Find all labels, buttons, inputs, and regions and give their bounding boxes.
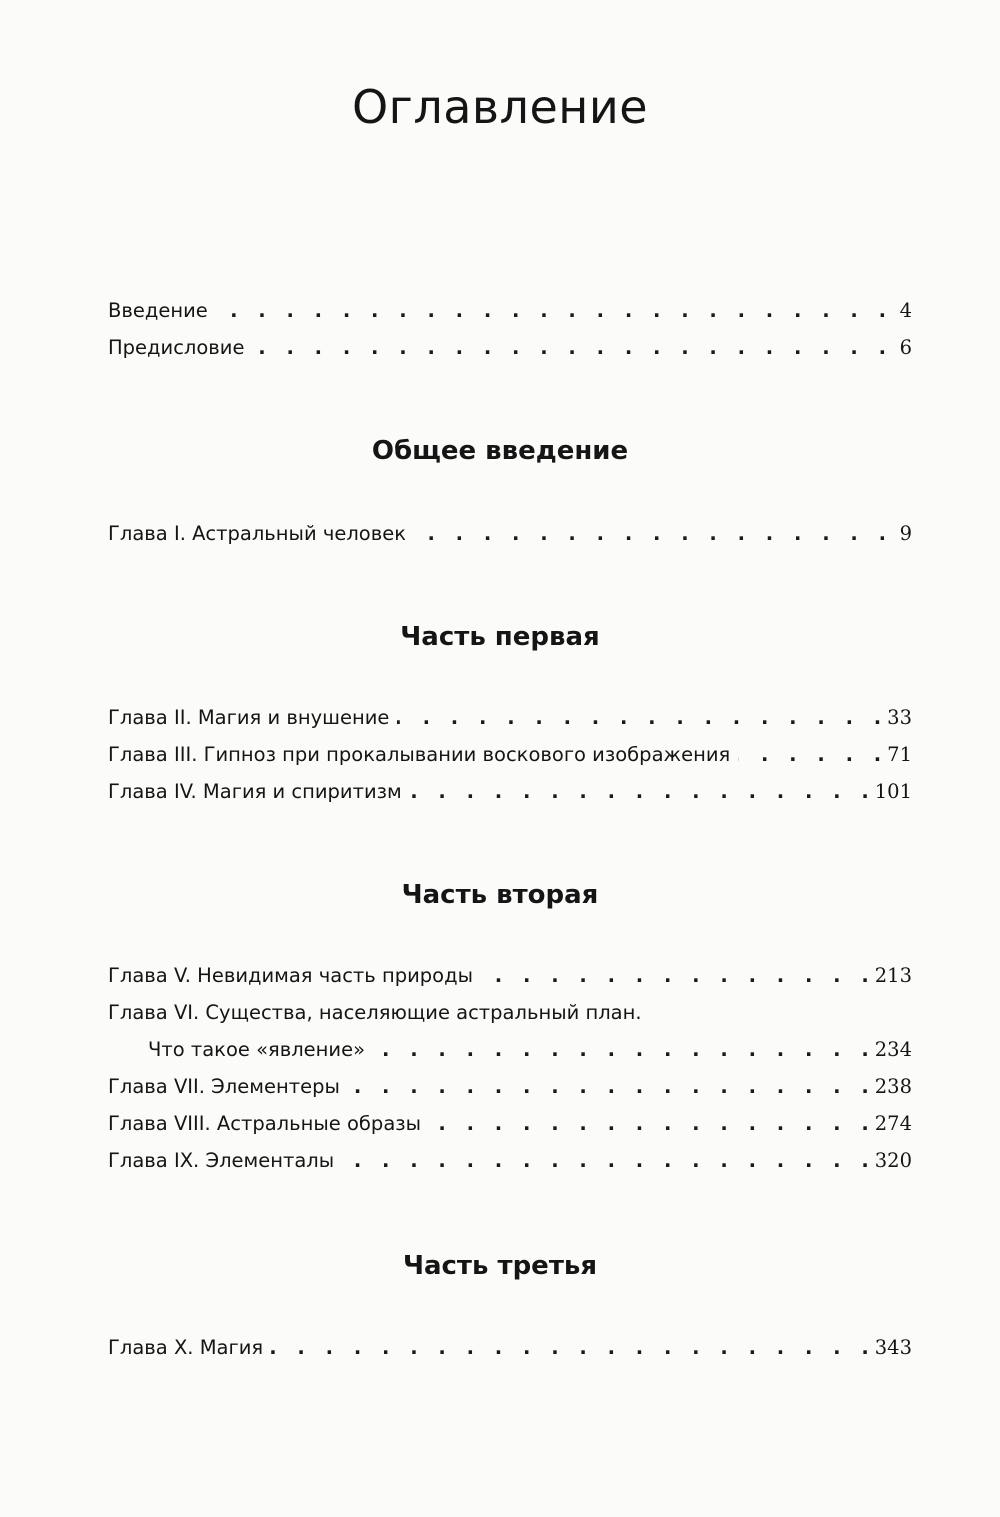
toc-entry[interactable] [108,292,912,329]
toc-entry-label: Глава IX. Элементалы [108,1149,335,1172]
toc-entry[interactable] [108,1105,912,1142]
toc-entry[interactable] [108,515,912,552]
section-entries [108,1329,912,1366]
section-heading: Часть третья [402,1251,598,1281]
dot-leader [348,1068,869,1105]
toc-entry-label: Предисловие [108,336,245,359]
dot-leader [429,1105,869,1142]
toc-entry-page: 343 [874,1336,912,1359]
toc-entry-label: Глава I. Астральный человек [108,522,406,545]
dot-leader [414,515,886,552]
section-heading: Часть первая [400,622,600,652]
toc-entry-page: 4 [899,299,912,322]
toc-entry-page: 71 [887,743,912,766]
toc-entry-label: Глава VIII. Астральные образы [108,1112,422,1135]
toc-entry[interactable] [108,994,912,1031]
section-heading: Часть вторая [401,880,599,910]
page-title: Оглавление [351,80,649,134]
toc-entry[interactable] [108,1142,912,1179]
toc-entry-page: 101 [874,780,912,803]
toc-entry[interactable] [108,736,912,773]
toc-entry[interactable] [108,329,912,366]
toc-entry-page: 274 [874,1112,912,1135]
toc-entry-label: Глава X. Магия [108,1336,264,1359]
toc-entry-page: 234 [874,1038,912,1061]
toc-entry-label: Глава VII. Элементеры [108,1075,340,1098]
section-heading: Общее введение [371,436,629,466]
dot-leader [342,1142,869,1179]
section-entries [108,957,912,1179]
toc-entry-page: 6 [899,336,912,359]
dot-leader [410,773,869,810]
toc-entry-label: Введение [108,299,208,322]
toc-entry-label: Глава III. Гипноз при прокалывании воскового изображения [108,743,731,766]
toc-entry-page: 320 [874,1149,912,1172]
section-entries [108,699,912,810]
dot-leader [271,1329,869,1366]
toc-entry-page: 238 [874,1075,912,1098]
toc-entry-page: 213 [874,964,912,987]
toc-entry-label: Глава VI. Существа, населяющие астральный план. [108,1001,642,1024]
front-matter-list [108,292,912,366]
toc-entry-label: Глава II. Магия и внушение [108,706,390,729]
dot-leader [738,736,881,773]
toc-entry[interactable] [108,1329,912,1366]
toc-entry-label: Глава IV. Магия и спиритизм [108,780,402,803]
toc-entry[interactable] [108,957,912,994]
toc-entry-label: Глава V. Невидимая часть природы [108,964,473,987]
toc-entry[interactable] [108,699,912,736]
toc-entry-page: 9 [899,522,912,545]
toc-entry-page: 33 [887,706,912,729]
dot-leader [481,957,869,994]
dot-leader [216,292,886,329]
dot-leader [373,1031,869,1068]
toc-entry[interactable] [108,1031,912,1068]
section-entries [108,515,912,552]
dot-leader [397,699,881,736]
toc-entry[interactable] [108,773,912,810]
toc-entry-label: Что такое «явление» [148,1038,366,1061]
dot-leader [252,329,886,366]
toc-entry[interactable] [108,1068,912,1105]
